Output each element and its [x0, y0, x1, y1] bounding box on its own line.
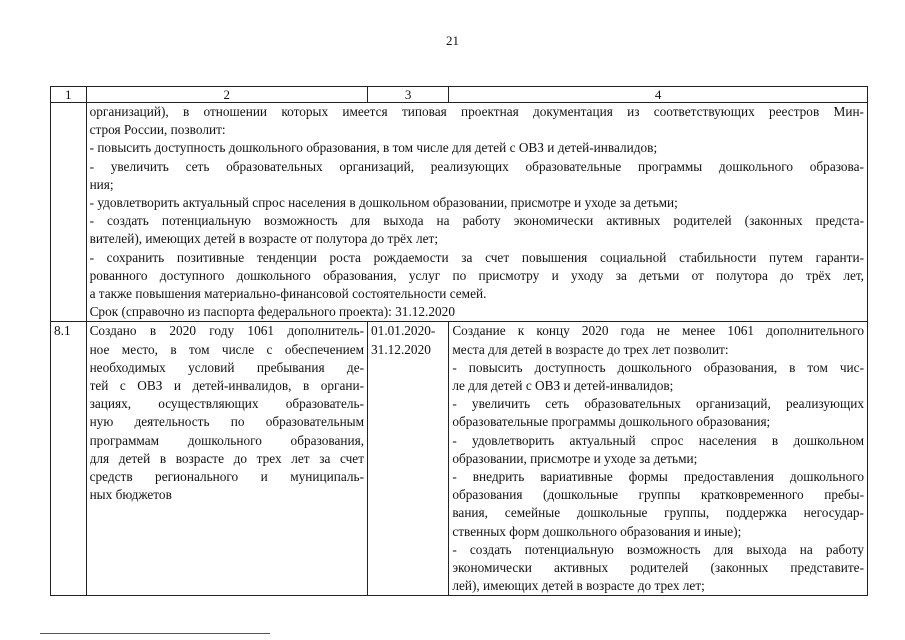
event-description-cell [86, 322, 367, 596]
period-end: 31.12.2020 [371, 341, 431, 357]
result-line: - внедрить вариативные формы предоставления дошкольного [452, 469, 864, 485]
description-line: тей с ОВЗ и детей-инвалидов, в органи- [89, 378, 365, 394]
result-line: ственных форм дошкольного образования и иные); [452, 523, 742, 539]
continuation-line: - увеличить сеть образовательных организаций, реализующих образовательные программы дошкольного образова- [89, 158, 864, 174]
description-line: программам дошкольного образования, [89, 432, 365, 448]
result-line: - повысить доступность дошкольного образования, в том чис- [452, 359, 864, 375]
result-line: места для детей в возрасте до трех лет позволит: [452, 341, 729, 357]
result-line: - увеличить сеть образовательных организаций, реализующих [452, 396, 864, 412]
header-col-1: 1 [51, 87, 87, 103]
continuation-line: ния; [89, 176, 114, 192]
result-cell [449, 322, 868, 596]
table-header-row [51, 87, 868, 103]
period-cell [368, 322, 449, 596]
description-line: необходимых условий пребывания де- [89, 359, 365, 375]
description-line: для детей в возрасте до трех лет за счет [89, 450, 365, 466]
continuation-line: Срок (справочно из паспорта федерального проекта): 31.12.2020 [89, 304, 455, 320]
continuation-line: - сохранить позитивные тенденции роста рождаемости за счет повышения социальной стабильности путем гаранти- [89, 249, 864, 265]
continuation-line: организаций), в отношении которых имеется типовая проектная документация из соответствующих реестров Мин- [89, 104, 864, 119]
header-col-2: 2 [86, 87, 367, 103]
result-line: ле для детей с ОВЗ и детей-инвалидов; [452, 378, 674, 394]
description-line: ных бюджетов [89, 487, 172, 503]
continuation-line: а также повышения материально-финансовой состоятельности семей. [89, 286, 487, 302]
continuation-line: - удовлетворить актуальный спрос населения в дошкольном образовании, присмотре и уходе за детьми; [89, 195, 678, 211]
description-line: ную деятельность по образовательным [89, 414, 365, 430]
result-line: вания, семейные дошкольные группы, поддержка негосудар- [452, 505, 864, 521]
result-line: образовательные программы дошкольного образования; [452, 414, 771, 430]
result-line: образования (дошкольные группы кратковременного пребы- [452, 487, 864, 503]
row-number: 8.1 [51, 322, 87, 596]
result-line: экономически активных родителей (законных представите- [452, 560, 864, 576]
result-line: - создать потенциальную возможность для выхода на работу [452, 541, 864, 557]
description-line: Создано в 2020 году 1061 дополнитель- [89, 323, 365, 339]
result-line: образовании, присмотре и уходе за детьми; [452, 450, 698, 466]
continuation-line: строя России, позволит: [89, 122, 226, 138]
description-line: зациях, осуществляющих образователь- [89, 396, 365, 412]
table-row-8-1 [51, 322, 868, 596]
continuation-number-cell [51, 103, 87, 322]
continuation-line: - повысить доступность дошкольного образования, в том числе для детей с ОВЗ и детей-инвалидов; [89, 140, 658, 156]
continuation-row [51, 103, 868, 322]
header-col-3: 3 [368, 87, 449, 103]
page-number: 21 [446, 33, 459, 48]
period-start: 01.01.2020- [371, 323, 436, 339]
result-line: Создание к концу 2020 года не менее 1061 дополнительного [452, 323, 864, 339]
document-table [50, 86, 868, 596]
result-line: - удовлетворить актуальный спрос населения в дошкольном [452, 432, 864, 448]
continuation-line: - создать потенциальную возможность для выхода на работу экономически активных родителей (законных предста- [89, 213, 864, 229]
continuation-text-cell [86, 103, 867, 322]
header-col-4: 4 [449, 87, 868, 103]
description-line: средств регионального и муниципаль- [89, 469, 365, 485]
result-line: лей), имеющих детей в возрасте до трех лет; [452, 578, 705, 594]
footer-rule [40, 633, 270, 634]
description-line: ное место, в том числе с обеспечением [89, 341, 365, 357]
continuation-line: рованного доступного дошкольного образования, услуг по присмотру и уходу за детьми от полутора до трёх лет, [89, 267, 864, 283]
continuation-line: вителей), имеющих детей в возрасте от полутора до трёх лет; [89, 231, 439, 247]
